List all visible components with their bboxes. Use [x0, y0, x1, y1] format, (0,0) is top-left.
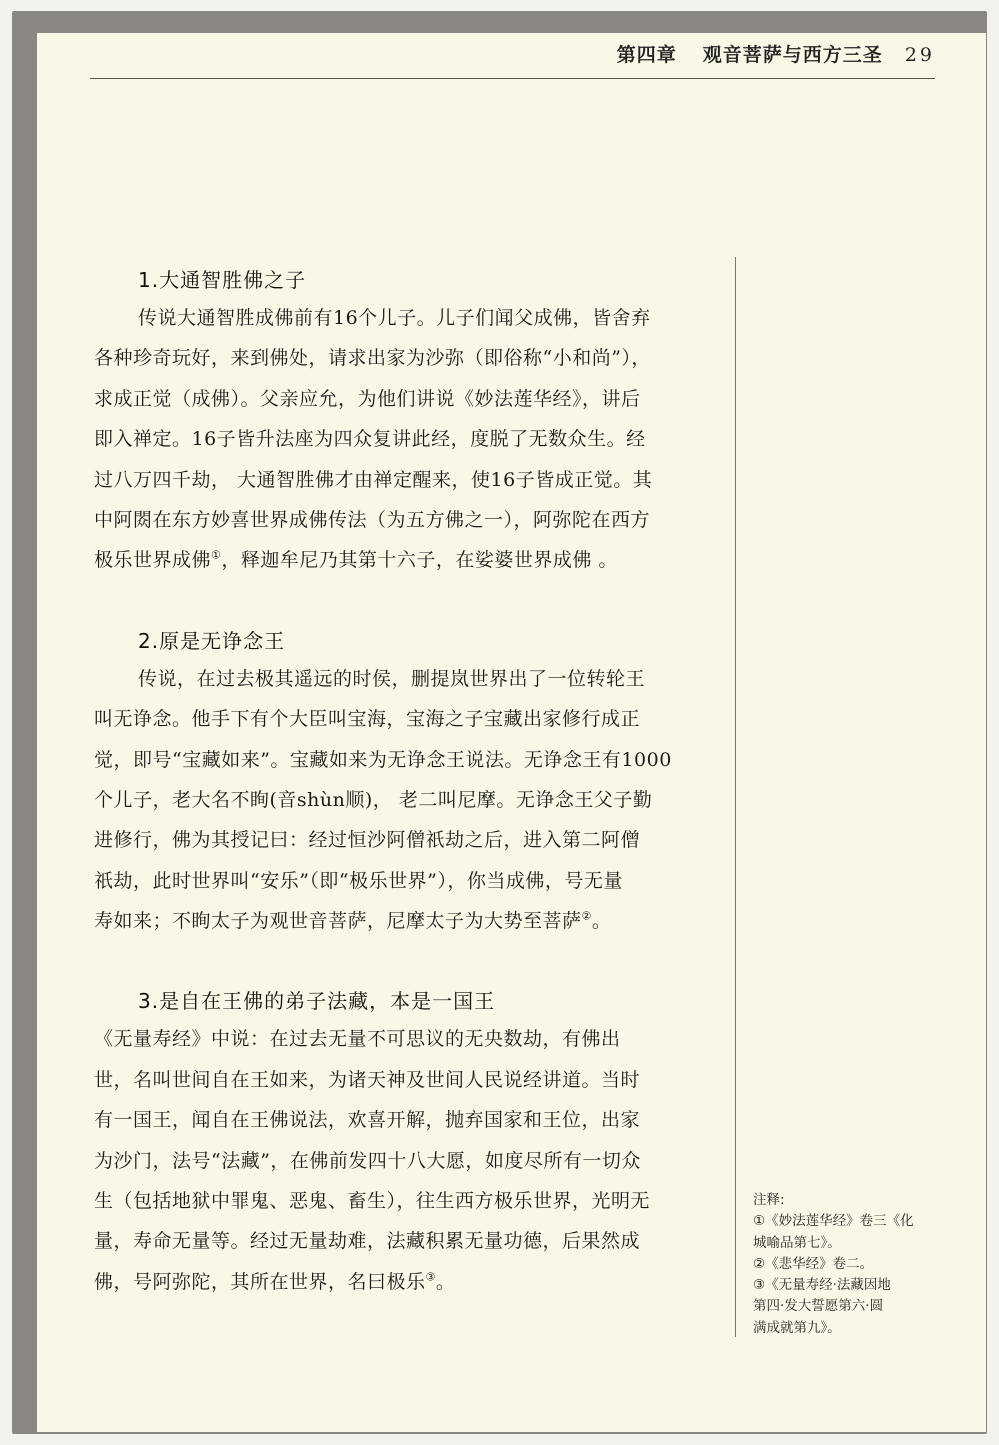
- text-segment: 佛，号阿弥陀，其所在世界，名曰极乐: [94, 1270, 426, 1293]
- header-chapter: 第四章: [616, 44, 677, 66]
- text-line: 求成正觉（成佛）。父亲应允，为他们讲说《妙法莲华经》，讲后: [94, 387, 641, 410]
- header-title: 观音菩萨与西方三圣: [702, 44, 883, 66]
- header-text: [591, 40, 935, 67]
- text-line: 传说大通智胜成佛前有16个儿子。儿子们闻父成佛，皆舍弃: [138, 307, 651, 329]
- section-1-title: 1.大通智胜佛之子: [138, 268, 307, 292]
- text-line: 为沙门，法号“法藏”，在佛前发四十八大愿，如度尽所有一切众: [94, 1149, 641, 1172]
- text-segment: 。: [591, 910, 612, 933]
- note-line: 满成就第九》。: [753, 1319, 841, 1336]
- section-2-body: [94, 659, 706, 942]
- page-number: 29: [904, 44, 935, 66]
- footnotes: [753, 1190, 953, 1339]
- text-segment: 寿如来；不眴太子为观世音菩萨，尼摩太子为大势至菩萨: [94, 910, 582, 933]
- note-mark: ①: [211, 549, 222, 563]
- section-2-title: 2.原是无诤念王: [138, 628, 286, 653]
- text-line: 世，名叫世间自在王如来，为诸天神及世间人民说经讲道。当时: [94, 1068, 641, 1091]
- note-line: 城喻品第七》。: [753, 1234, 841, 1251]
- running-header: [90, 36, 935, 79]
- note-line: ③《无量寿经·法藏因地: [753, 1277, 891, 1294]
- text-segment: ，释迦牟尼乃其第十六子，在娑婆世界成佛 。: [221, 549, 618, 572]
- text-line: 中阿閦在东方妙喜世界成佛传法（为五方佛之一），阿弥陀在西方: [94, 508, 651, 531]
- text-line: 传说，在过去极其遥远的时侯，删提岚世界出了一位转轮王: [138, 667, 646, 690]
- text-line: 叫无诤念。他手下有个大臣叫宝海，宝海之子宝藏出家修行成正: [94, 708, 641, 731]
- text-line-last: [94, 1262, 706, 1302]
- text-line: 量，寿命无量等。经过无量劫难，法藏积累无量功德，后果然成: [94, 1230, 641, 1253]
- note-mark: ③: [425, 1270, 436, 1284]
- text-line: 即入禅定。16子皆升法座为四众复讲此经，度脱了无数众生。经: [94, 428, 646, 451]
- section-3-body: [94, 1019, 706, 1302]
- text-line: 各种珍奇玩好，来到佛处，请求出家为沙弥（即俗称“小和尚”），: [94, 347, 651, 370]
- text-line: 进修行，佛为其授记曰：经过恒沙阿僧祇劫之后，进入第二阿僧: [94, 829, 641, 852]
- note-line: ②《悲华经》卷二。: [753, 1255, 874, 1272]
- text-line-last: [94, 901, 706, 941]
- text-line: 有一国王，闻自在王佛说法，欢喜开解，抛弃国家和王位，出家: [94, 1109, 641, 1132]
- text-line-last: [94, 540, 706, 580]
- notes-heading: 注释:: [753, 1192, 785, 1208]
- text-segment: 极乐世界成佛: [94, 549, 212, 572]
- text-line: 个儿子，老大名不眴(音shùn顺)， 老二叫尼摩。无诤念王父子勤: [94, 788, 653, 811]
- note-mark: ②: [581, 909, 592, 923]
- note-line: ①《妙法莲华经》卷三《化: [753, 1213, 914, 1230]
- section-1-body: [94, 298, 706, 581]
- section-3-title: 3.是自在王佛的弟子法藏，本是一国王: [138, 989, 496, 1014]
- margin-divider: [735, 257, 736, 1337]
- text-line: 祇劫，此时世界叫“安乐”（即“极乐世界”），你当成佛，号无量: [94, 869, 623, 892]
- main-text: [94, 262, 706, 1302]
- note-line: 第四·发大誓愿第六·圆: [753, 1298, 884, 1315]
- text-line: 觉，即号“宝藏如来”。宝藏如来为无诤念王说法。无诤念王有1000: [94, 748, 672, 771]
- text-line: 过八万四千劫， 大通智胜佛才由禅定醒来，使16子皆成正觉。其: [94, 468, 653, 491]
- text-line: 生（包括地狱中罪鬼、恶鬼、畜生），往生西方极乐世界，光明无: [94, 1190, 651, 1213]
- text-line: 《无量寿经》中说：在过去无量不可思议的无央数劫，有佛出: [94, 1028, 621, 1051]
- text-segment: 。: [435, 1270, 456, 1293]
